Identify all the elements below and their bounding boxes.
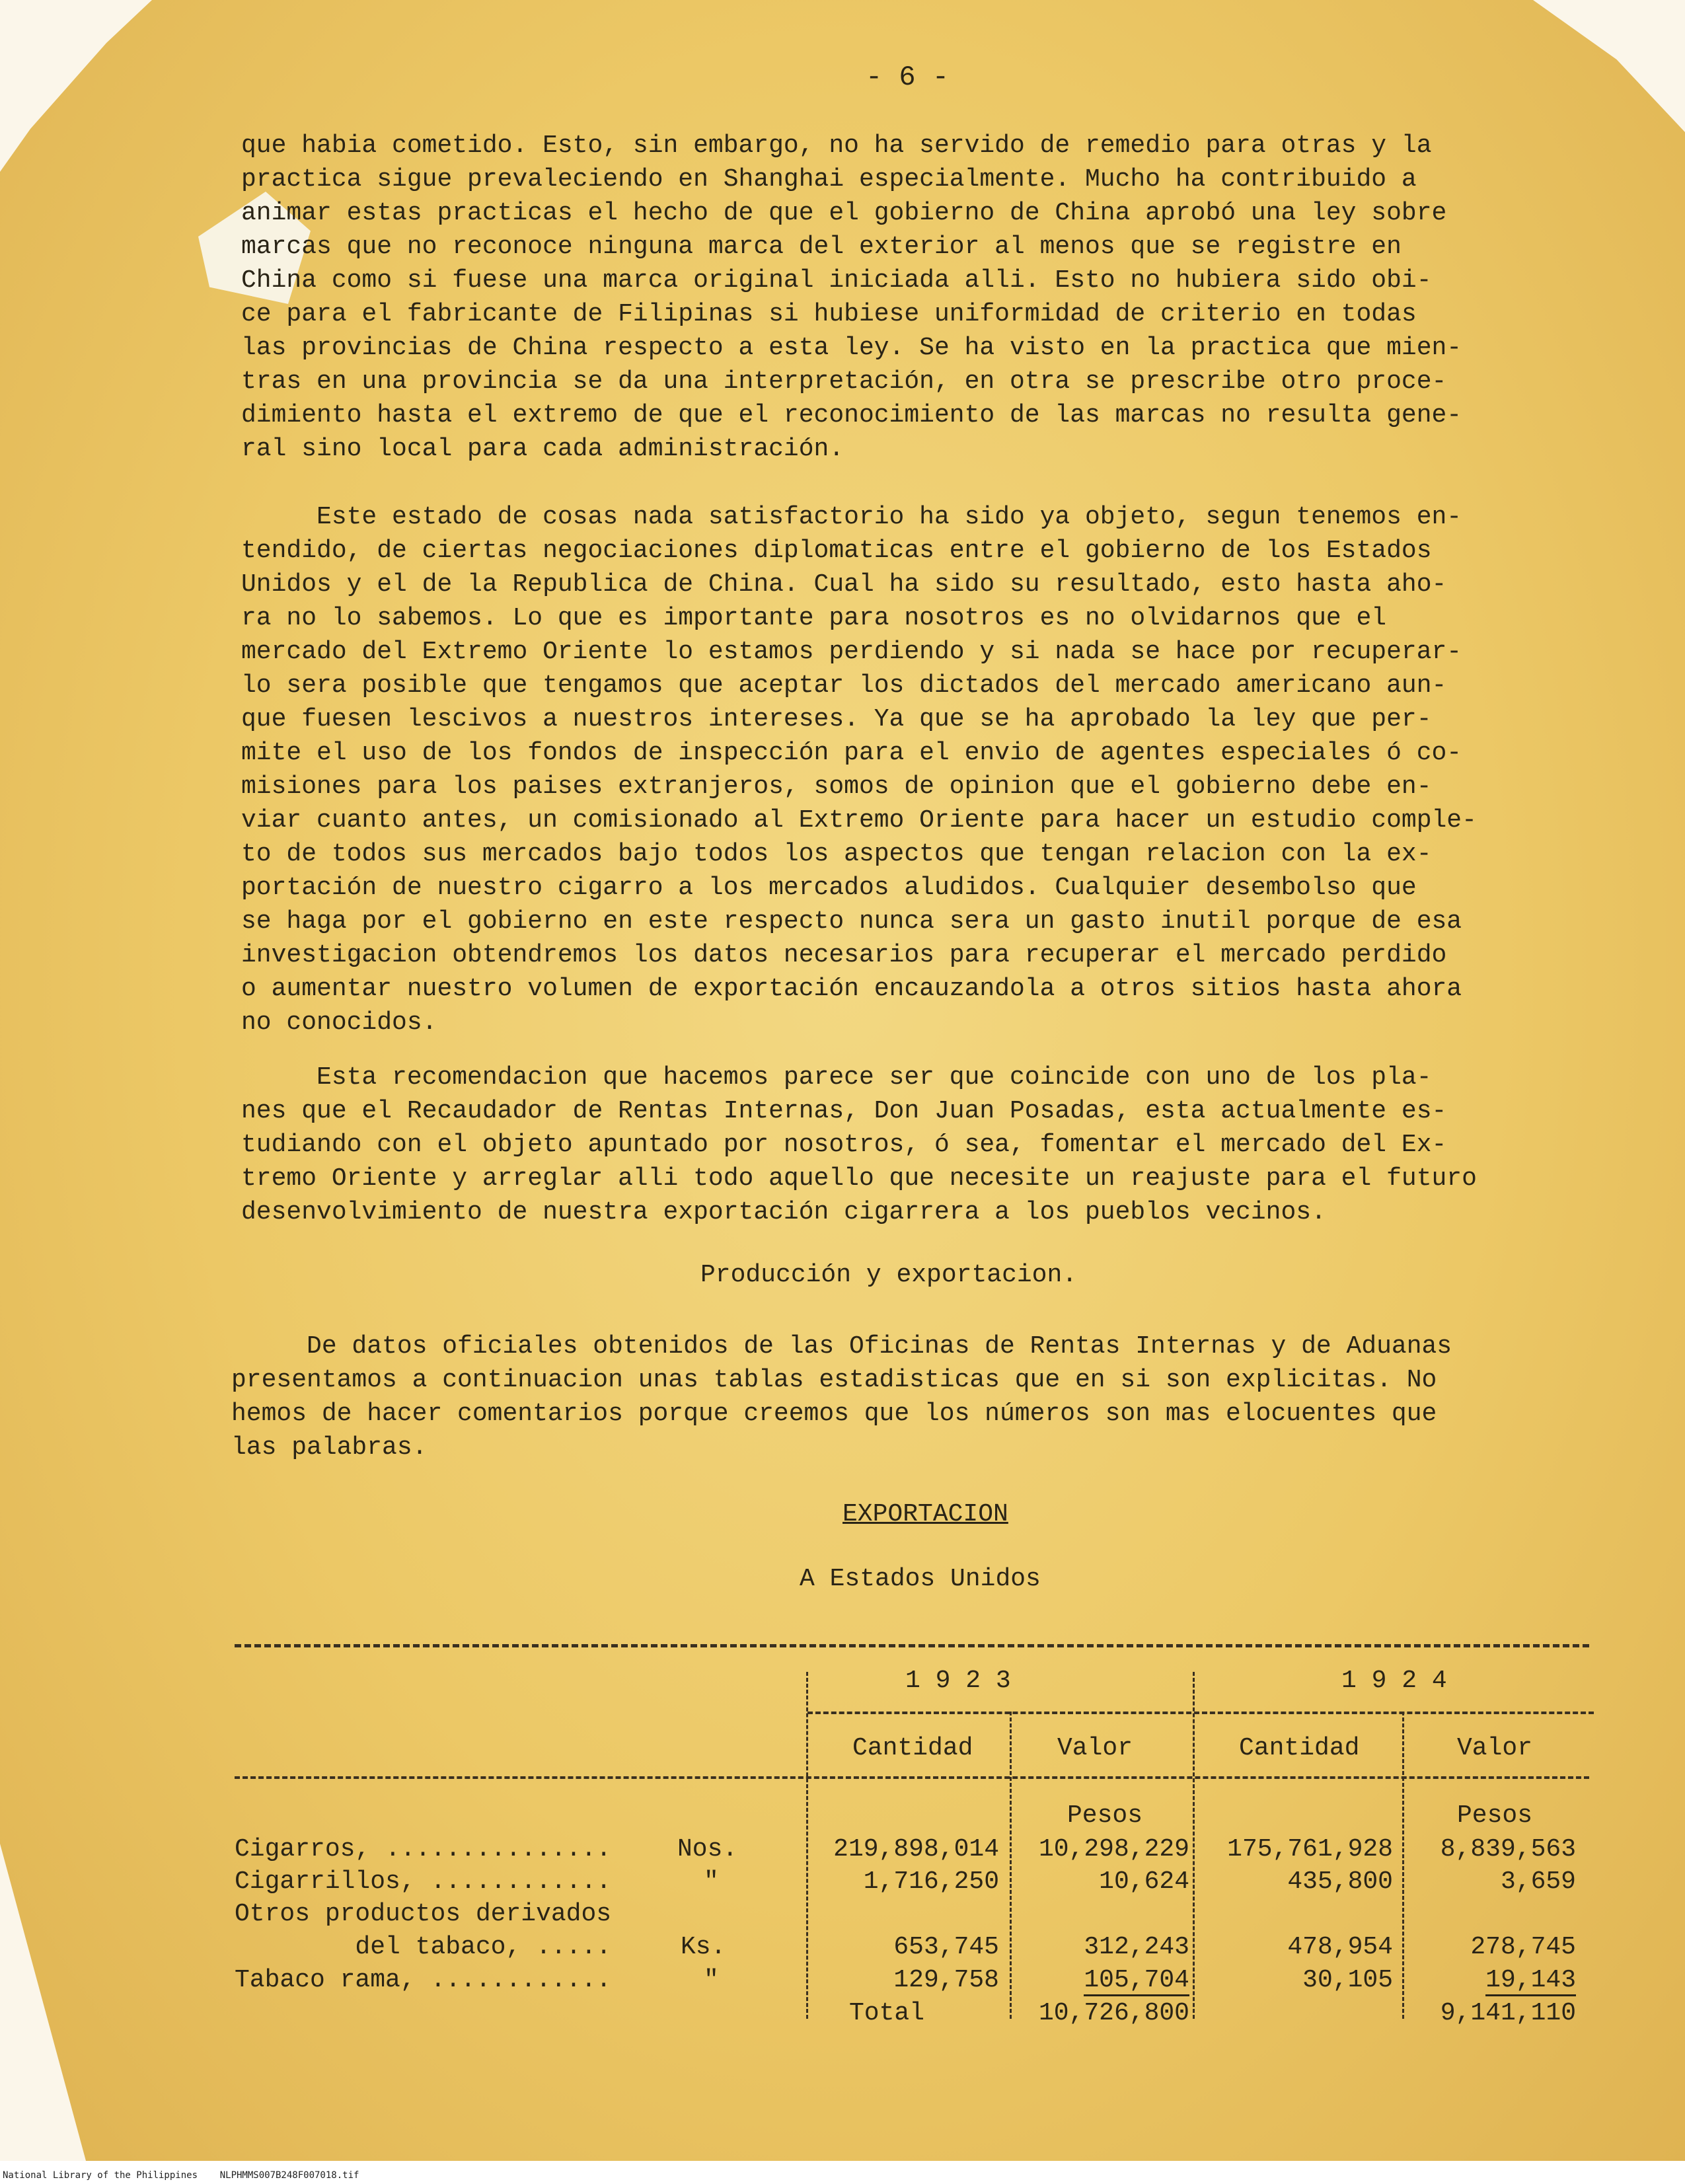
table-rule-top bbox=[235, 1644, 1589, 1647]
col-header-cantidad-1923: Cantidad bbox=[852, 1734, 973, 1762]
table-row-label: del tabaco, ..... bbox=[235, 1933, 612, 1961]
table-cell: 278,745 bbox=[1470, 1933, 1576, 1961]
table-cell-underlined: 19,143 bbox=[1485, 1966, 1576, 1996]
total-1924: 9,141,110 bbox=[1440, 1999, 1576, 2027]
table-cell bbox=[1404, 1966, 1576, 1994]
table-row-unit: Ks. bbox=[681, 1933, 726, 1961]
col-header-valor-1924: Valor bbox=[1457, 1734, 1533, 1762]
table-cell bbox=[1011, 1966, 1189, 1994]
section-heading: Producción y exportacion. bbox=[700, 1261, 1078, 1289]
col-header-valor-1923: Valor bbox=[1057, 1734, 1133, 1762]
table-cell: 3,659 bbox=[1500, 1867, 1576, 1896]
table-row-unit: " bbox=[704, 1867, 719, 1896]
currency-label-1924: Pesos bbox=[1457, 1801, 1533, 1830]
table-cell: 478,954 bbox=[1287, 1933, 1393, 1961]
paragraph-3: Esta recomendacion que hacemos parece ser que coincide con uno de los pla- nes que el Recaudador de Rentas Internas, Don Juan Posadas, esta actualmente es- tudiando con el objeto apuntado por nosotros, ó sea, fomentar el mercado del Ex- tremo Oriente y arreglar alli todo aquello que necesite un reajuste para el futuro desenvolvimiento de nuestra exportación cigarrera a los pueblos vecinos. bbox=[241, 1063, 1477, 1226]
col-header-cantidad-1924: Cantidad bbox=[1239, 1734, 1360, 1762]
year-header-1923: 1 9 2 3 bbox=[905, 1667, 1011, 1695]
torn-corner-top-right bbox=[1533, 0, 1685, 132]
table-title: EXPORTACION bbox=[842, 1500, 1008, 1528]
total-1923: 10,726,800 bbox=[1038, 1999, 1189, 2027]
table-rule-years bbox=[807, 1712, 1594, 1714]
year-header-1924: 1 9 2 4 bbox=[1341, 1667, 1447, 1695]
table-cell: 219,898,014 bbox=[833, 1835, 999, 1864]
table-cell: 10,624 bbox=[1099, 1867, 1189, 1896]
table-cell: 653,745 bbox=[893, 1933, 999, 1961]
paragraph-1: que habia cometido. Esto, sin embargo, no ha servido de remedio para otras y la practica sigue prevaleciendo en Shanghai especialmente. Mucho ha contribuido a animar estas practicas el hecho de que el gobierno de China aprobó una ley sobre marcas que no reconoce ninguna marca del exterior al menos que se registre en China como si fuese una marca original iniciada alli. Esto no hubiera sido obi- ce para el fabricante de Filipinas si hubiese uniformidad de criterio en todas las provincias de China respecto a esta ley. Se ha visto en la practica que mien- tras en una provincia se da una interpretación, en otra se prescribe otro proce- dimiento hasta el extremo de que el reconocimiento de las marcas no resulta gene- ral sino local para cada administración. bbox=[241, 132, 1462, 463]
table-row-label: Tabaco rama, ............ bbox=[235, 1966, 612, 1994]
table-subtitle: A Estados Unidos bbox=[800, 1565, 1041, 1593]
currency-label-1923: Pesos bbox=[1067, 1801, 1143, 1830]
table-cell: 175,761,928 bbox=[1227, 1835, 1393, 1864]
paragraph-4: De datos oficiales obtenidos de las Oficinas de Rentas Internas y de Aduanas presentamos a continuacion unas tablas estadisticas que en si son explicitas. No hemos de hacer comentarios porque creemos que los números son mas elocuentes que las palabras. bbox=[231, 1332, 1452, 1462]
torn-corner-bottom-left bbox=[0, 1844, 86, 2161]
table-row-label: Otros productos derivados bbox=[235, 1900, 612, 1928]
table-cell: 10,298,229 bbox=[1038, 1835, 1189, 1864]
table-row-unit: " bbox=[704, 1966, 719, 1994]
page-number: - 6 - bbox=[866, 61, 950, 93]
torn-corner-top-left bbox=[0, 0, 152, 172]
table-cell: 30,105 bbox=[1302, 1966, 1393, 1994]
table-cell-underlined: 105,704 bbox=[1084, 1966, 1189, 1996]
paragraph-2: Este estado de cosas nada satisfactorio ha sido ya objeto, segun tenemos en- tendido, de ciertas negociaciones diplomaticas entre el gobierno de los Estados Unidos y el de la Republica de China. Cual ha sido su resultado, esto hasta aho- ra no lo sabemos. Lo que es importante para nosotros es no olvidarnos que el mercado del Extremo Oriente lo estamos perdiendo y si nada se hace por recuperar- lo sera posible que tengamos que aceptar los dictados del mercado americano aun- que fuesen lescivos a nuestros intereses. Ya que se ha aprobado la ley que per- mite el uso de los fondos de inspección para el envio de agentes especiales ó co- misiones para los paises extranjeros, somos de opinion que el gobierno debe en- viar cuanto antes, un comisionado al Extremo Oriente para hacer un estudio comple- to de todos sus mercados bajo todos los aspectos que tengan relacion con la ex- portación de nuestro cigarro a los mercados aludidos. Cualquier desembolso que se haga por el gobierno en este respecto nunca sera un gasto inutil porque de esa investigacion obtendremos los datos necesarios para recuperar el mercado perdido o aumentar nuestro volumen de exportación encauzandola a otros sitios hasta ahora no conocidos. bbox=[241, 503, 1477, 1037]
table-cell: 129,758 bbox=[893, 1966, 999, 1994]
table-cell: 1,716,250 bbox=[863, 1867, 999, 1896]
table-cell: 8,839,563 bbox=[1440, 1835, 1576, 1864]
total-label: Total bbox=[849, 1999, 925, 2027]
table-cell: 312,243 bbox=[1084, 1933, 1189, 1961]
table-cell: 435,800 bbox=[1287, 1867, 1393, 1896]
table-rule-headers bbox=[235, 1776, 1589, 1779]
table-row-unit: Nos. bbox=[677, 1835, 738, 1864]
archive-footer: National Library of the Philippines NLPHMMS007B248F007018.tif bbox=[3, 2170, 359, 2181]
table-row-label: Cigarrillos, ............ bbox=[235, 1867, 612, 1896]
table-row-label: Cigarros, ............... bbox=[235, 1835, 612, 1864]
